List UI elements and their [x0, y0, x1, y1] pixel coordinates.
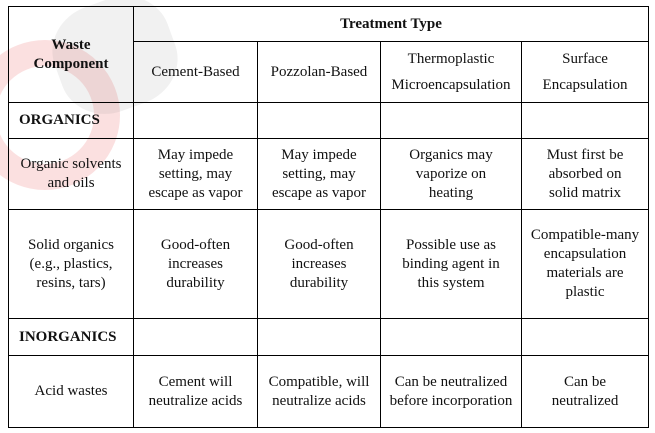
- cell-thermoplastic: Can be neutralized before incorporation: [381, 356, 522, 428]
- table-row: [9, 139, 649, 210]
- row-component: Organic solvents and oils: [9, 139, 134, 210]
- empty-cell: [258, 319, 381, 356]
- cell-pozzolan: May impede setting, may escape as vapor: [258, 139, 381, 210]
- cell-cement: May impede setting, may escape as vapor: [134, 139, 258, 210]
- section-title-inorganics: INORGANICS: [9, 319, 134, 356]
- cell-thermoplastic: Possible use as binding agent in this system: [381, 210, 522, 319]
- cell-surface: Compatible-many encapsulation materials are plastic: [522, 210, 649, 319]
- table-row: [9, 210, 649, 319]
- section-title-organics: ORGANICS: [9, 103, 134, 139]
- cell-pozzolan: Compatible, will neutralize acids: [258, 356, 381, 428]
- header-treatment-type: Treatment Type: [134, 7, 649, 42]
- treatment-compatibility-table: [8, 6, 649, 428]
- empty-cell: [258, 103, 381, 139]
- empty-cell: [522, 319, 649, 356]
- empty-cell: [134, 319, 258, 356]
- header-waste-component-label: Waste Component: [33, 36, 109, 72]
- empty-cell: [381, 103, 522, 139]
- empty-cell: [522, 103, 649, 139]
- cell-thermoplastic: Organics may vaporize on heating: [381, 139, 522, 210]
- row-component: Acid wastes: [9, 356, 134, 428]
- cell-cement: Good-often increases durability: [134, 210, 258, 319]
- row-component: Solid organics (e.g., plastics, resins, tars): [9, 210, 134, 319]
- cell-pozzolan: Good-often increases durability: [258, 210, 381, 319]
- header-col-cement: Cement-Based: [134, 42, 258, 103]
- header-col-thermoplastic: Thermoplastic Microencapsulation: [381, 42, 522, 103]
- cell-surface: Must first be absorbed on solid matrix: [522, 139, 649, 210]
- empty-cell: [381, 319, 522, 356]
- header-col-surface: Surface Encapsulation: [522, 42, 649, 103]
- cell-cement: Cement will neutralize acids: [134, 356, 258, 428]
- header-waste-component: [9, 7, 134, 103]
- table-row: [9, 356, 649, 428]
- empty-cell: [134, 103, 258, 139]
- header-col-pozzolan: Pozzolan-Based: [258, 42, 381, 103]
- cell-surface: Can be neutralized: [522, 356, 649, 428]
